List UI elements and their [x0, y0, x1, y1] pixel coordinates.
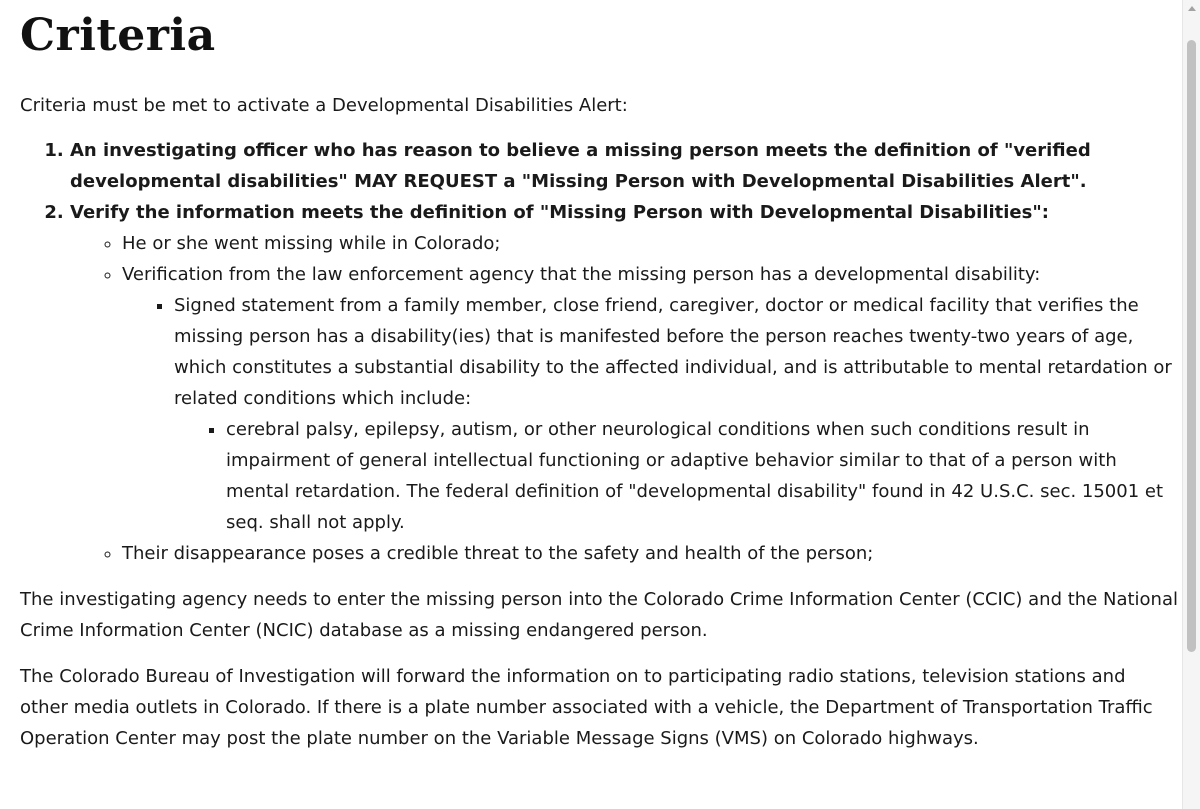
page-content [20, 0, 1178, 754]
condition-text: Their disappearance poses a credible threat to the safety and health of the person; [122, 543, 874, 564]
scrollbar-thumb[interactable] [1187, 40, 1196, 652]
condition-item [122, 538, 1178, 569]
vertical-scrollbar[interactable] [1182, 0, 1200, 809]
scroll-up-button[interactable] [1183, 0, 1200, 17]
subdetails-list [174, 414, 1178, 538]
intro-text: Criteria must be met to activate a Developmental Disabilities Alert: [20, 95, 628, 116]
paragraph-cbi-forwarding: The Colorado Bureau of Investigation will forward the information on to participating radio stations, television stations and other media outlets in Colorado. If there is a plate number associated with a vehicle, the Department of Transportation Traffic Operation Center may post the plate number on the Variable Message Signs (VMS) on Colorado highways. [20, 666, 1153, 749]
detail-item [174, 290, 1178, 538]
paragraph-ccic-ncic: The investigating agency needs to enter the missing person into the Colorado Crime Information Center (CCIC) and the National Crime Information Center (NCIC) database as a missing endangered person. [20, 589, 1178, 641]
subdetail-text: cerebral palsy, epilepsy, autism, or other neurological conditions when such conditions result in impairment of general intellectual functioning or adaptive behavior similar to that of a person with mental retardation. The federal definition of "developmental disability" found in 42 U.S.C. sec. 15001 et seq. shall not apply. [226, 419, 1164, 533]
conditions-list [70, 228, 1178, 569]
criteria-step-2 [70, 197, 1178, 569]
condition-text: He or she went missing while in Colorado; [122, 233, 501, 254]
details-list [122, 290, 1178, 538]
condition-text: Verification from the law enforcement agency that the missing person has a developmental disability: [122, 264, 1041, 285]
criteria-list [20, 135, 1178, 569]
page-title: Criteria [20, 10, 216, 61]
condition-item [122, 228, 1178, 259]
chevron-up-icon [1188, 6, 1196, 11]
subdetail-item [226, 414, 1178, 538]
criteria-step-1 [70, 135, 1178, 197]
detail-text: Signed statement from a family member, close friend, caregiver, doctor or medical facility that verifies the missing person has a disability(ies) that is manifested before the person reaches twenty-two years of age, which constitutes a substantial disability to the affected individual, and is attributable to mental retardation or related conditions which include: [174, 295, 1172, 409]
criteria-step-2-text: Verify the information meets the definition of "Missing Person with Developmental Disabilities": [70, 202, 1049, 223]
criteria-step-1-text: An investigating officer who has reason to believe a missing person meets the definition of "verified developmental disabilities" MAY REQUEST a "Missing Person with Developmental Disabilities Alert". [70, 140, 1091, 192]
condition-item [122, 259, 1178, 538]
